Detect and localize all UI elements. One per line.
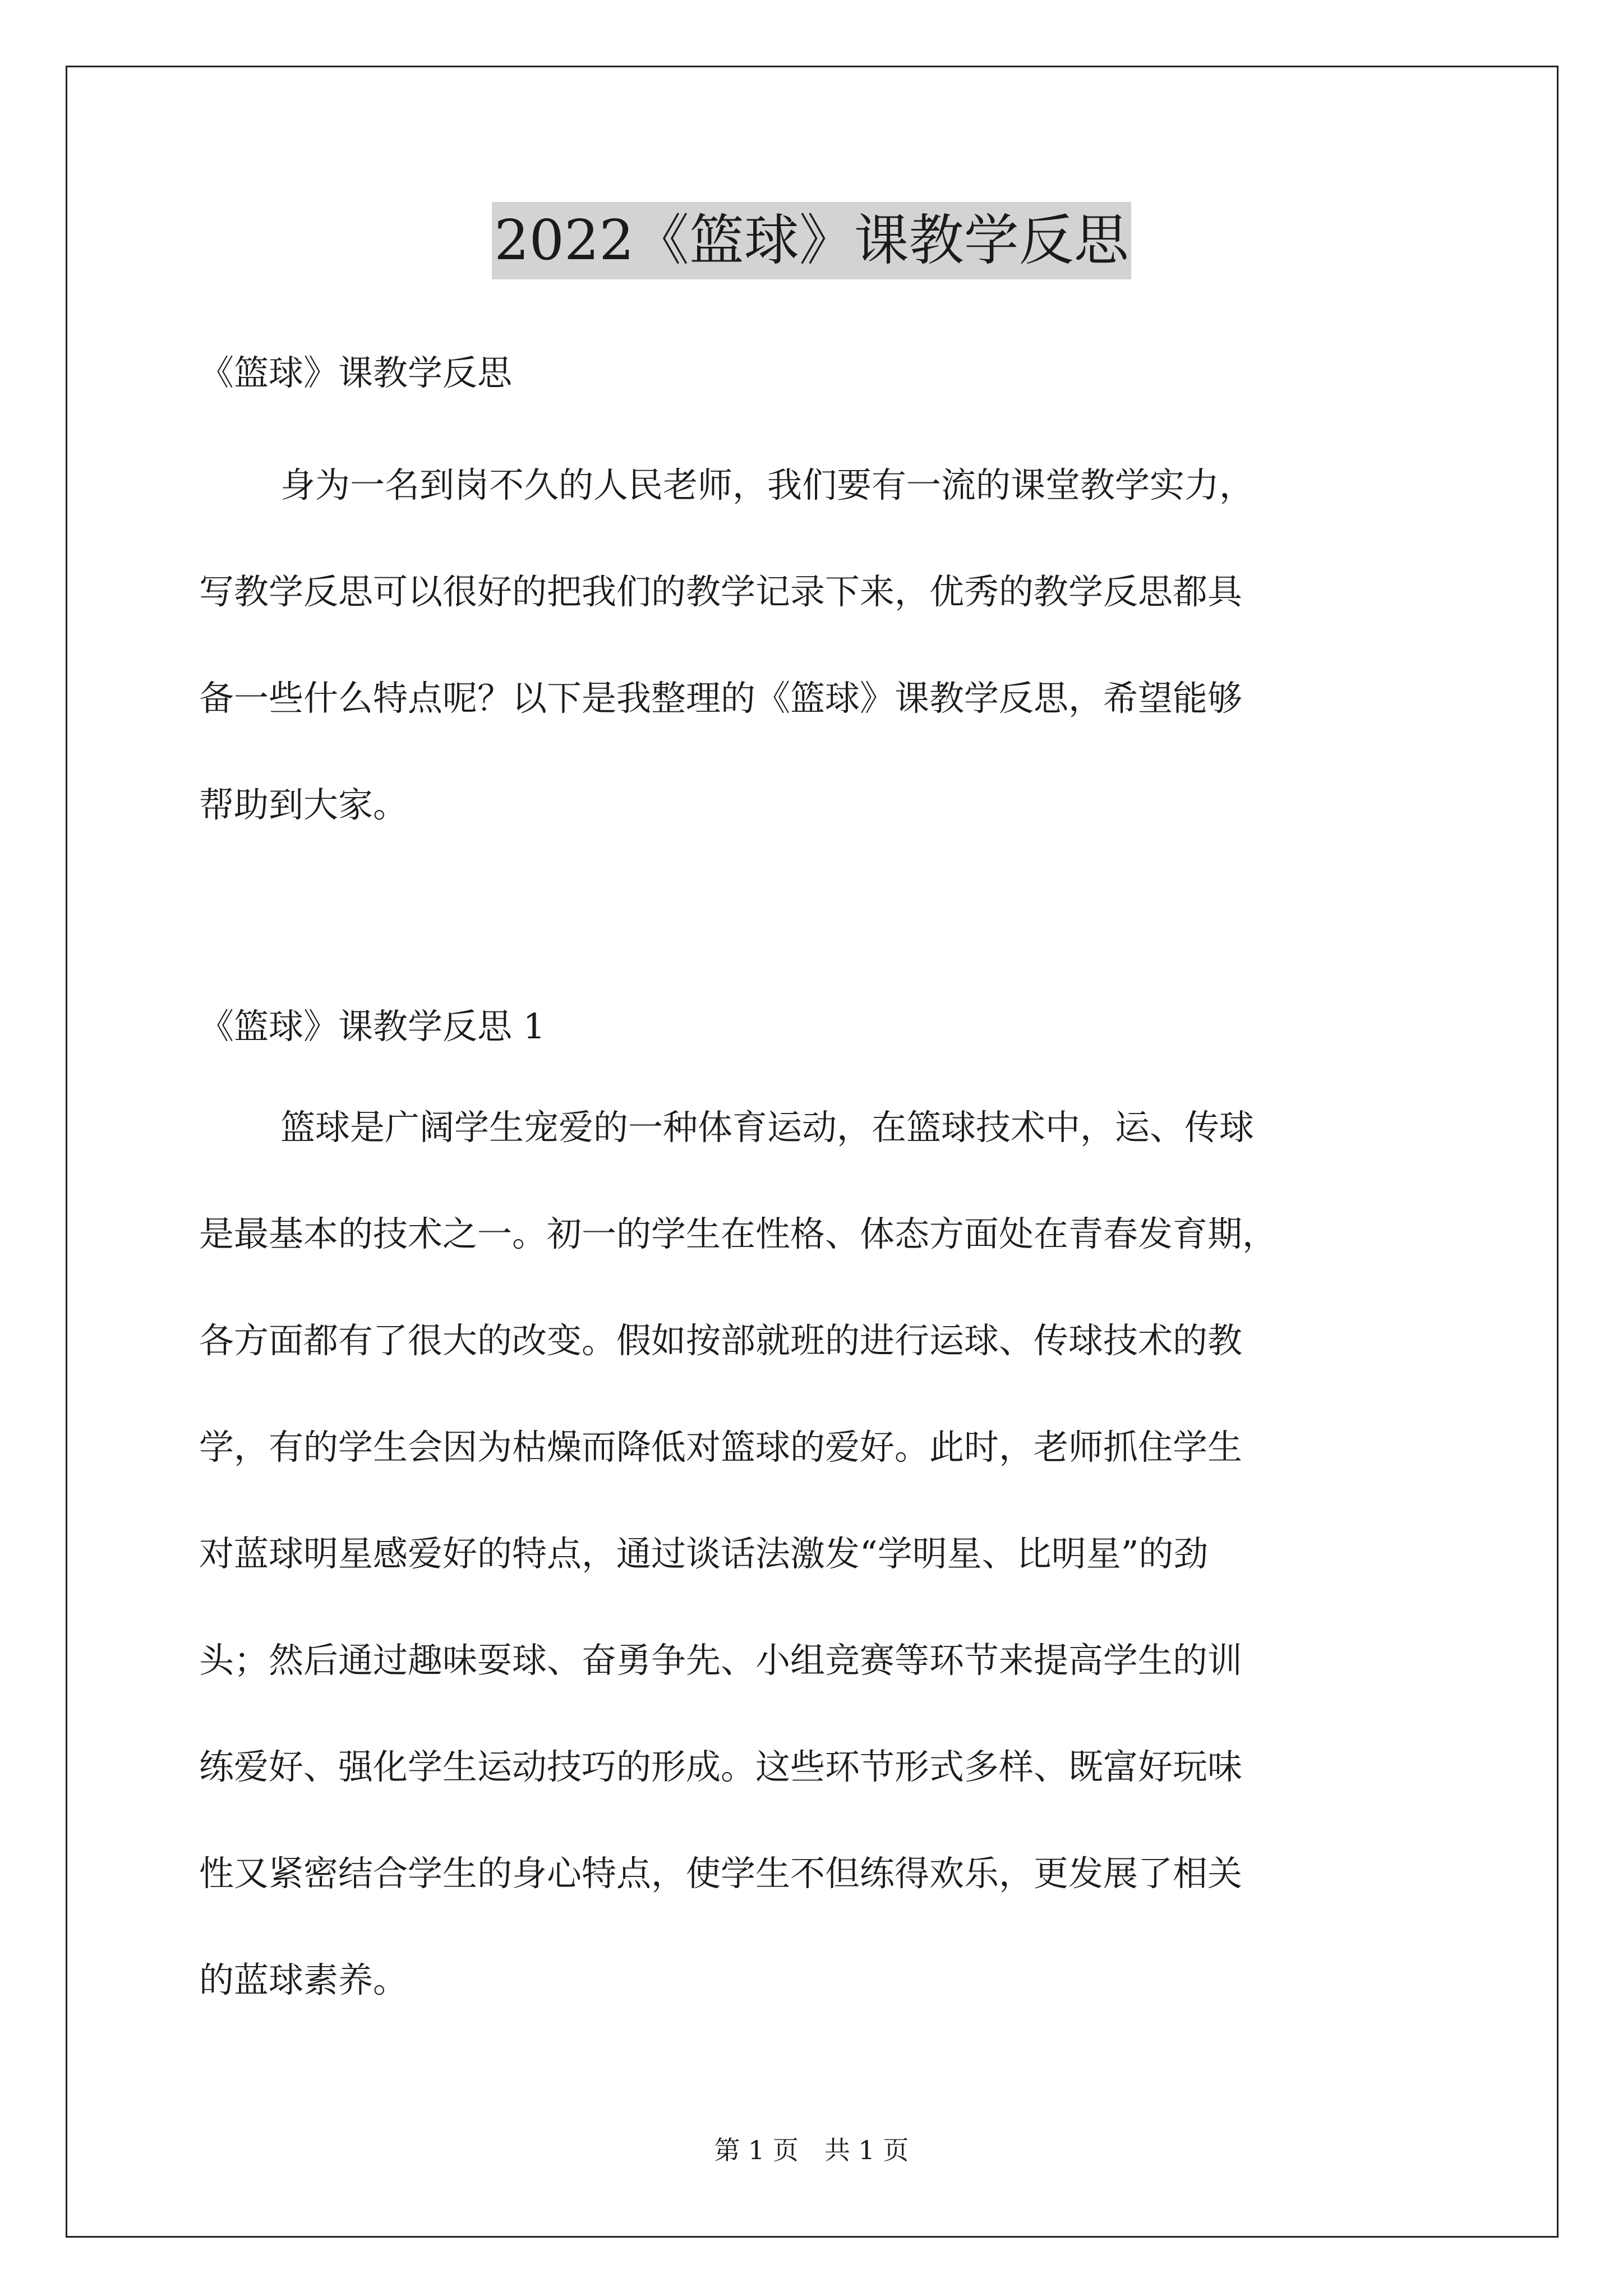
section-1-paragraph-line: 各方面都有了很大的改变。假如按部就班的进行运球、传球技术的教 [199,1320,1243,1361]
section-1-paragraph-line: 篮球是广阔学生宠爱的一种体育运动，在篮球技术中，运、传球 [280,1107,1255,1148]
section-1-paragraph-line: 是最基本的技术之一。初一的学生在性格、体态方面处在青春发育期， [199,1213,1278,1254]
section-1-paragraph-line: 学，有的学生会因为枯燥而降低对篮球的爱好。此时，老师抓住学生 [199,1427,1243,1467]
document-title-text: 2022《篮球》课教学反思 [492,202,1131,279]
document-title [0,202,1623,279]
section-1-paragraph-line: 头；然后通过趣味耍球、奋勇争先、小组竞赛等环节来提高学生的训 [199,1640,1243,1681]
page-number-footer: 第 1 页 共 1 页 [714,2135,909,2165]
section-1-paragraph-line: 练爱好、强化学生运动技巧的形成。这些环节形式多样、既富好玩味 [199,1746,1243,1787]
section-1-paragraph-line: 的蓝球素养。 [199,1959,408,2000]
intro-paragraph-line: 身为一名到岗不久的人民老师，我们要有一流的课堂教学实力， [280,464,1255,505]
intro-paragraph-line: 写教学反思可以很好的把我们的教学记录下来，优秀的教学反思都具 [199,571,1243,612]
intro-paragraph-line: 帮助到大家。 [199,784,408,825]
intro-heading: 《篮球》课教学反思 [199,352,513,393]
section-1-heading: 《篮球》课教学反思 1 [199,1006,546,1047]
section-1-paragraph-line: 性又紧密结合学生的身心特点，使学生不但练得欢乐，更发展了相关 [199,1853,1243,1894]
section-1-paragraph-line: 对蓝球明星感爱好的特点，通过谈话法激发“学明星、比明星”的劲 [199,1533,1209,1574]
intro-paragraph-line: 备一些什么特点呢？以下是我整理的《篮球》课教学反思，希望能够 [199,678,1243,719]
